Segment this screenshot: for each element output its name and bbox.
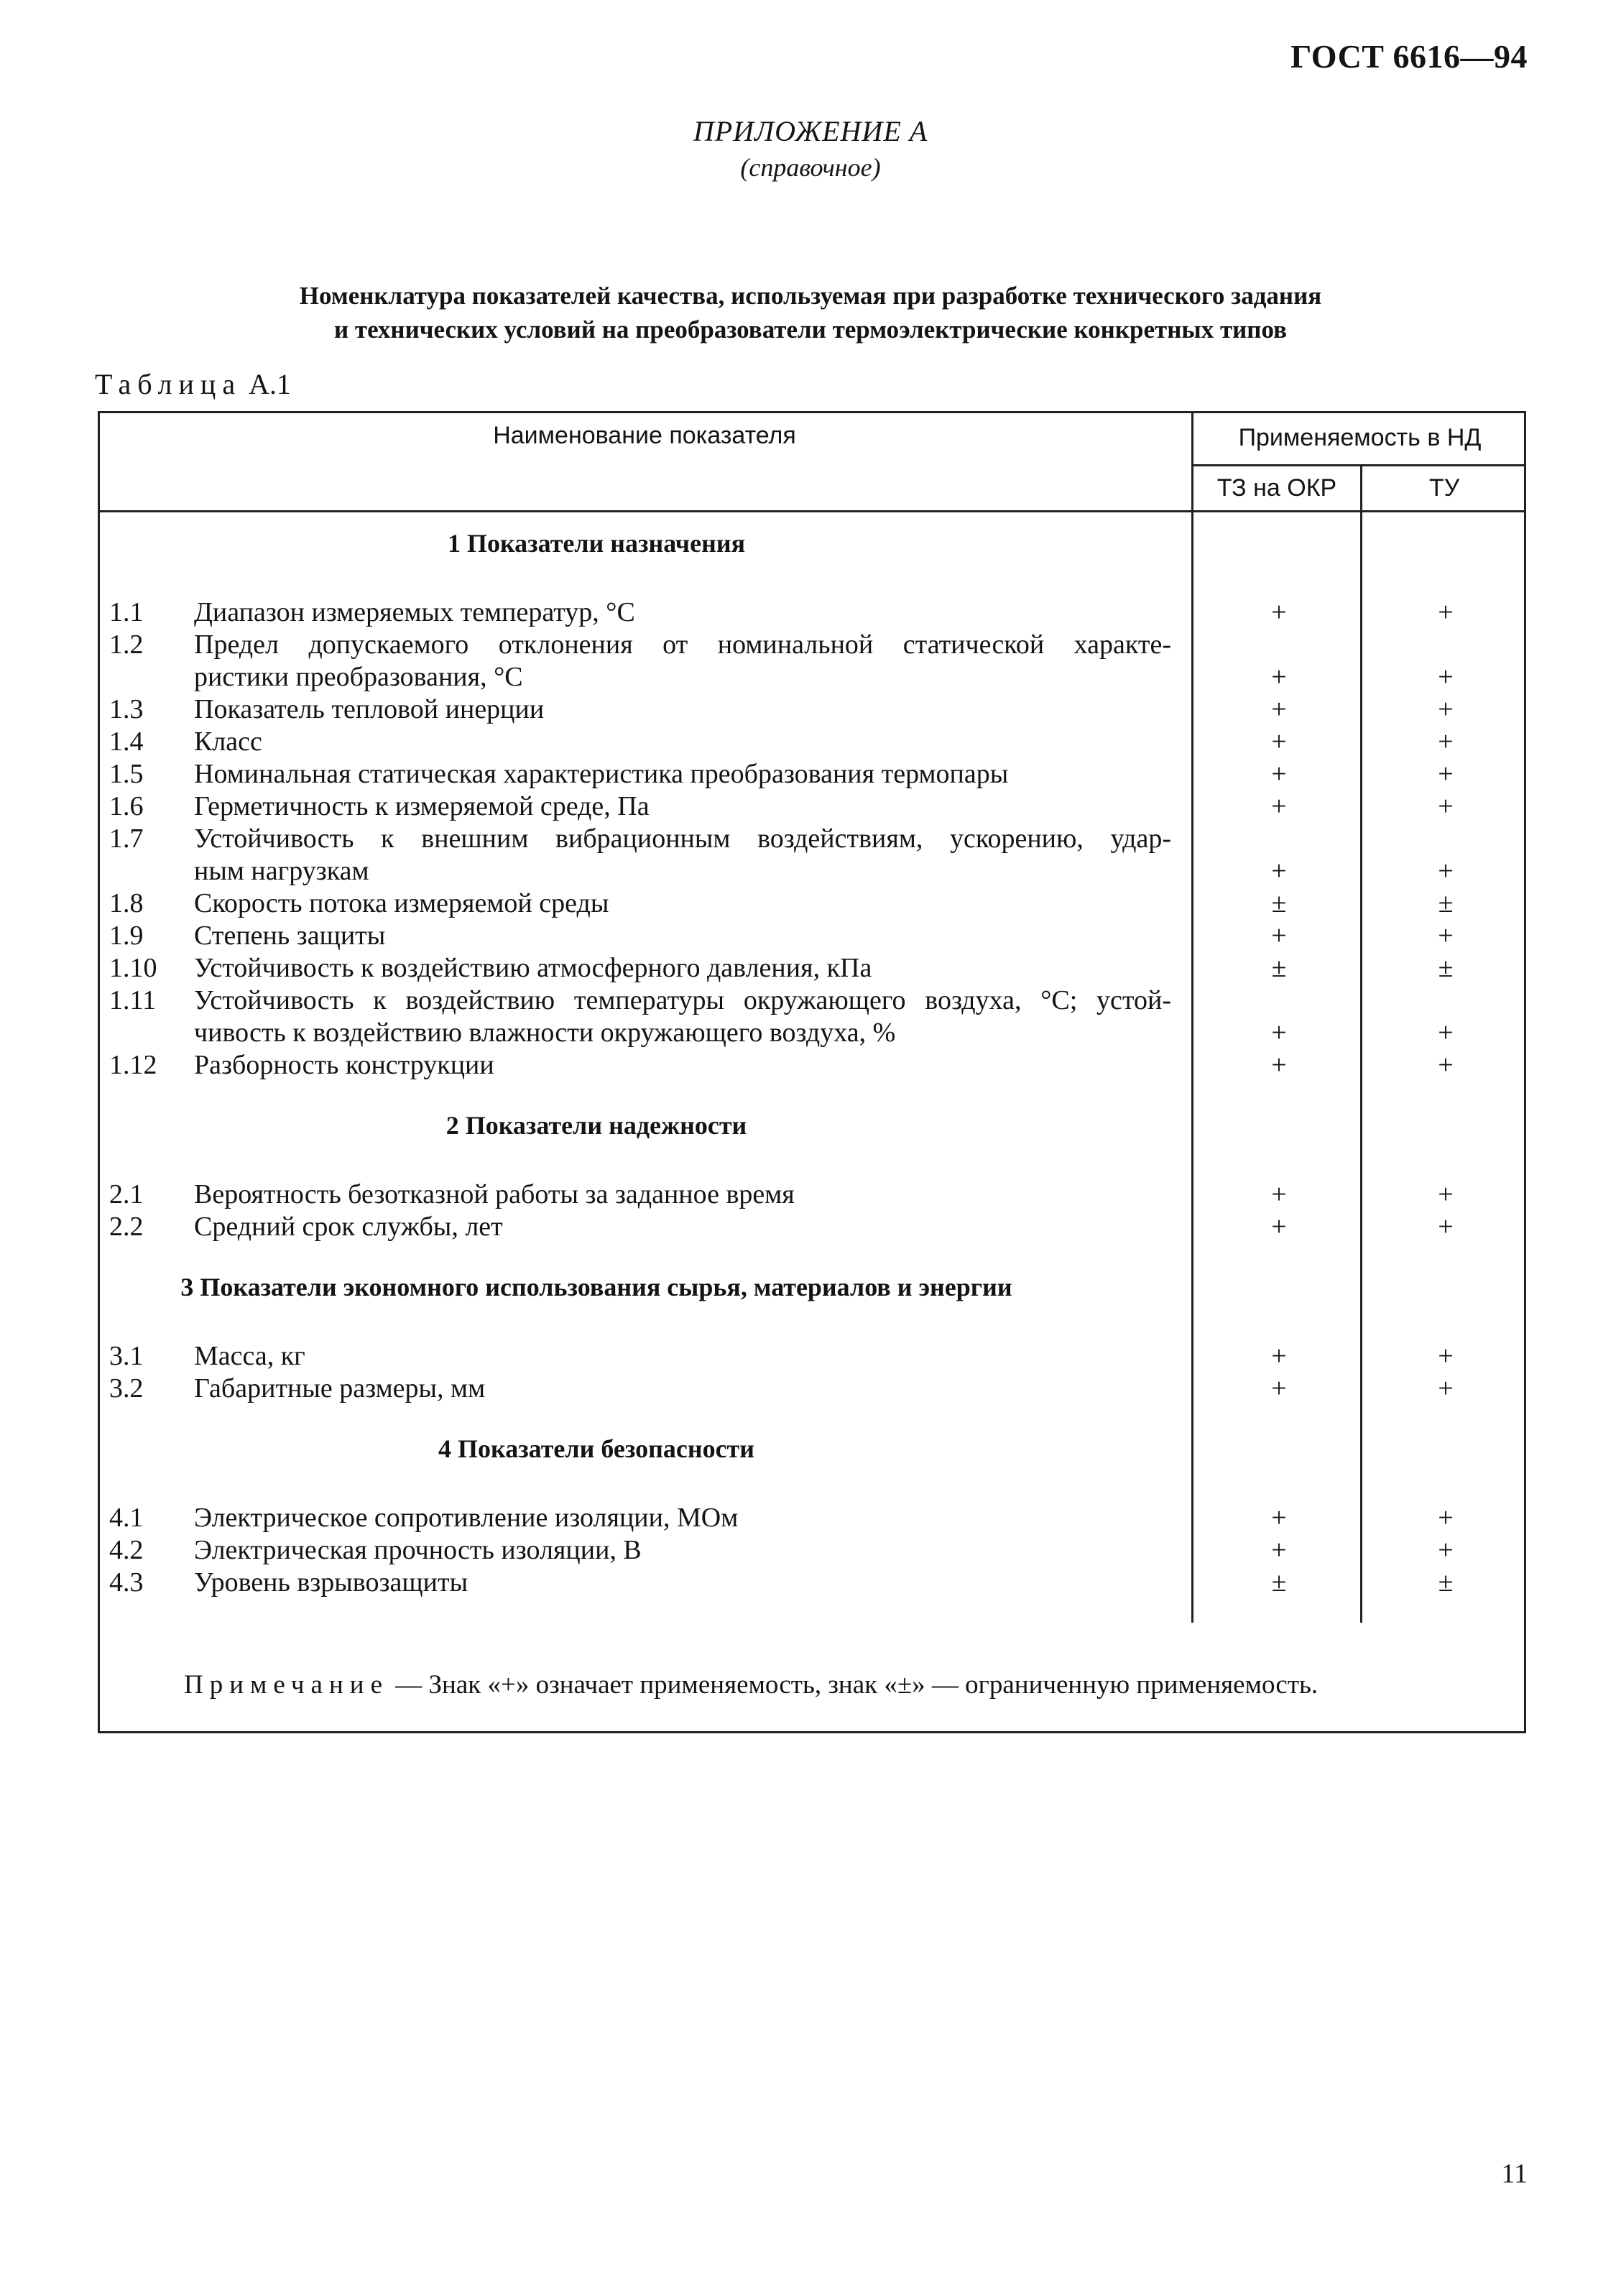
row-name: Уровень взрывозащиты [194, 1567, 468, 1597]
row-name: Устойчивость к воздействию атмосферного давления, кПа [194, 953, 872, 983]
mark-tz: + [1271, 1179, 1287, 1209]
heading-line-1: Номенклатура показателей качества, используемая при разработке технического задания [299, 282, 1322, 310]
mark-tz: ± [1271, 1567, 1287, 1597]
mark-tz: + [1271, 1018, 1287, 1048]
row-number: 3.2 [109, 1373, 144, 1403]
column-header-applicability: Применяемость в НД [1238, 424, 1482, 451]
mark-tu: + [1438, 1373, 1454, 1403]
row-name: Класс [194, 727, 262, 757]
section-heading: 1 Показатели назначения [447, 529, 746, 558]
mark-tz: + [1271, 727, 1287, 757]
row-number: 1.4 [109, 727, 144, 757]
row-name: Вероятность безотказной работы за заданное время [194, 1179, 795, 1209]
row-number: 4.1 [109, 1503, 144, 1533]
mark-tz: + [1271, 662, 1287, 692]
note-word: Примечание [184, 1670, 389, 1700]
column-rule-tz [1360, 464, 1362, 1623]
mark-tz: + [1271, 1341, 1287, 1371]
row-number: 1.12 [109, 1050, 157, 1080]
section-heading: 4 Показатели безопасности [438, 1434, 754, 1463]
row-name: Степень защиты [194, 921, 386, 951]
row-number: 1.1 [109, 597, 144, 627]
mark-tz: + [1271, 759, 1287, 789]
column-header-tu: ТУ [1428, 474, 1460, 502]
mark-tz: + [1271, 694, 1287, 724]
mark-tu: + [1438, 791, 1454, 821]
mark-tu: ± [1438, 888, 1454, 918]
mark-tu: ± [1438, 953, 1454, 983]
mark-tu: + [1438, 694, 1454, 724]
mark-tu: + [1438, 1535, 1454, 1565]
row-name: Электрическое сопротивление изоляции, МОм [194, 1503, 739, 1533]
mark-tz: + [1271, 1373, 1287, 1403]
table-note [184, 1669, 1318, 1702]
table-heading [0, 279, 1621, 346]
row-name: Масса, кг [194, 1341, 305, 1371]
row-name: ристики преобразования, °С [194, 662, 523, 692]
mark-tu: + [1438, 662, 1454, 692]
row-number: 1.5 [109, 759, 144, 789]
mark-tz: + [1271, 791, 1287, 821]
mark-tz: ± [1271, 888, 1287, 918]
row-name: Средний срок службы, лет [194, 1212, 503, 1242]
mark-tz: ± [1271, 953, 1287, 983]
row-number: 1.8 [109, 888, 144, 918]
row-number: 3.1 [109, 1341, 144, 1371]
row-name: Электрическая прочность изоляции, В [194, 1535, 642, 1565]
table-caption-word: Таблица [95, 368, 242, 400]
row-number: 1.3 [109, 694, 144, 724]
row-name: Габаритные размеры, мм [194, 1373, 486, 1403]
column-header-tz: ТЗ на ОКР [1216, 474, 1337, 502]
column-header-name: Наименование показателя [493, 422, 796, 449]
row-name: Диапазон измеряемых температур, °С [194, 597, 635, 627]
mark-tz: + [1271, 1503, 1287, 1533]
mark-tu: + [1438, 1503, 1454, 1533]
row-number: 1.9 [109, 921, 144, 951]
mark-tu: + [1438, 1212, 1454, 1242]
row-name: Герметичность к измеряемой среде, Па [194, 791, 650, 821]
row-name: ным нагрузкам [194, 856, 369, 886]
mark-tu: + [1438, 856, 1454, 886]
row-number: 1.10 [109, 953, 157, 983]
row-number: 1.6 [109, 791, 144, 821]
row-name: Скорость потока измеряемой среды [194, 888, 609, 918]
page-number: 11 [1501, 2159, 1528, 2189]
row-number: 1.11 [109, 985, 157, 1015]
row-name: Устойчивость к внешним вибрационным воздействиям, ускорению, удар- [194, 824, 1171, 854]
mark-tz: + [1271, 1212, 1287, 1242]
document-code: ГОСТ 6616—94 [1290, 38, 1528, 75]
mark-tu: + [1438, 1050, 1454, 1080]
appendix-type: (справочное) [740, 153, 881, 182]
header-rule-mid [1191, 464, 1526, 466]
mark-tu: + [1438, 1341, 1454, 1371]
row-number: 1.7 [109, 824, 144, 854]
mark-tu: + [1438, 727, 1454, 757]
mark-tu: + [1438, 1018, 1454, 1048]
mark-tz: + [1271, 1050, 1287, 1080]
mark-tu: + [1438, 759, 1454, 789]
appendix-title: ПРИЛОЖЕНИЕ А [693, 115, 928, 147]
mark-tu: + [1438, 921, 1454, 951]
section-heading: 3 Показатели экономного использования сырья, материалов и энергии [180, 1273, 1012, 1301]
row-name: чивость к воздействию влажности окружающего воздуха, % [194, 1018, 896, 1048]
row-number: 2.1 [109, 1179, 144, 1209]
section-heading: 2 Показатели надежности [445, 1111, 747, 1140]
table-caption [95, 368, 291, 401]
row-name: Разборность конструкции [194, 1050, 494, 1080]
mark-tu: + [1438, 597, 1454, 627]
row-number: 1.2 [109, 630, 144, 660]
mark-tz: + [1271, 856, 1287, 886]
appendix-header [0, 114, 1621, 185]
mark-tz: + [1271, 1535, 1287, 1565]
row-name: Показатель тепловой инерции [194, 694, 545, 724]
row-name: Устойчивость к воздействию температуры окружающего воздуха, °С; устой- [194, 985, 1171, 1015]
header-rule-bottom [98, 510, 1526, 512]
row-name: Предел допускаемого отклонения от номинальной статической характе- [194, 630, 1171, 660]
row-number: 4.3 [109, 1567, 144, 1597]
table-caption-number: А.1 [249, 368, 291, 400]
mark-tu: ± [1438, 1567, 1454, 1597]
mark-tz: + [1271, 921, 1287, 951]
mark-tz: + [1271, 597, 1287, 627]
note-text: — Знак «+» означает применяемость, знак «±» — ограниченную применяемость. [389, 1670, 1318, 1700]
mark-tu: + [1438, 1179, 1454, 1209]
row-number: 2.2 [109, 1212, 144, 1242]
row-number: 4.2 [109, 1535, 144, 1565]
heading-line-2: и технических условий на преобразователи термоэлектрические конкретных типов [333, 315, 1288, 344]
row-name: Номинальная статическая характеристика преобразования термопары [194, 759, 1009, 789]
